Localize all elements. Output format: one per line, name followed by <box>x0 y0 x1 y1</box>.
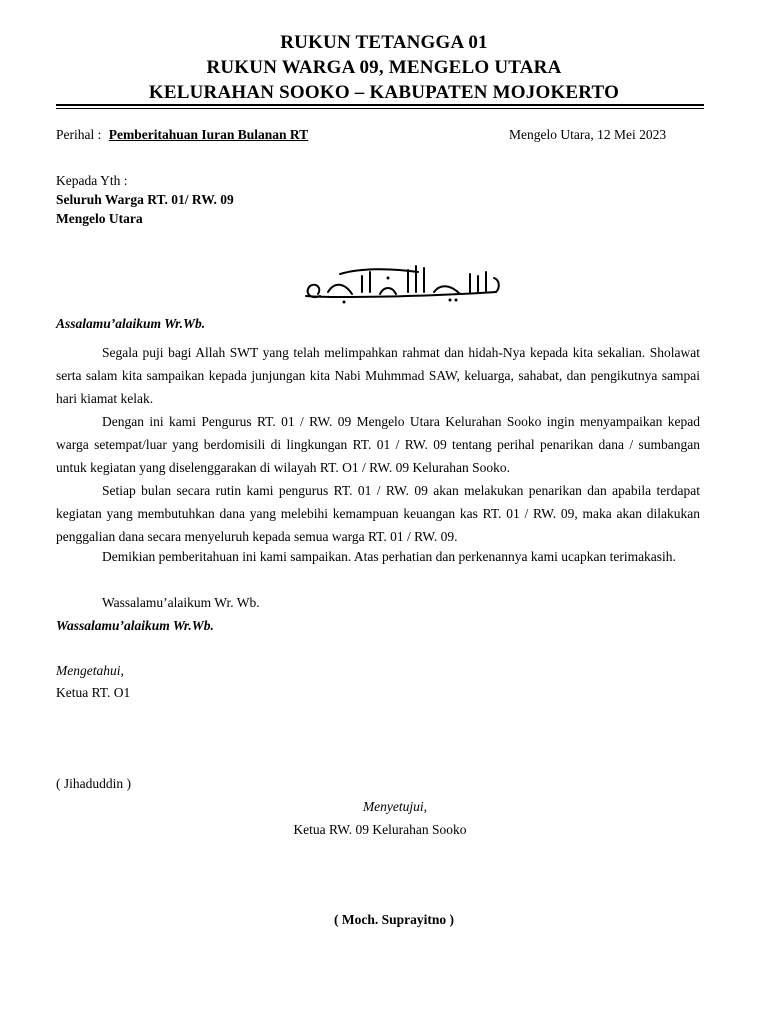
subject-value: Pemberitahuan Iuran Bulanan RT <box>108 127 309 142</box>
letterhead-line-1: RUKUN TETANGGA 01 <box>280 32 488 53</box>
letterhead-line-3: KELURAHAN SOOKO – KABUPATEN MOJOKERTO <box>148 82 620 103</box>
subject-label: Perihal : <box>56 127 102 142</box>
recipient-kepada: Kepada Yth : <box>56 173 128 188</box>
rt-role: Ketua RT. O1 <box>56 685 131 700</box>
bismillah-calligraphy <box>300 262 506 306</box>
rw-menyetujui: Menyetujui, <box>362 799 428 814</box>
paragraph-3: Setiap bulan secara rutin kami pengurus RT. 01 / RW. 09 akan melakukan penarikan dan apabila terdapat kegiatan yang membutuhkan dana yang melebihi kemampuan keuangan kas RT. 01 / RW. 09, maka akan dilakukan penggalian dana secara menyeluruh kepada semua warga RT. 01 / RW. 09. <box>56 483 700 544</box>
rt-mengetahui: Mengetahui, <box>56 663 124 678</box>
greeting: Assalamu’alaikum Wr.Wb. <box>56 316 206 331</box>
subject-line <box>56 126 308 144</box>
letterhead <box>0 30 768 105</box>
recipient-line-2: Mengelo Utara <box>56 211 143 226</box>
paragraph-5: Wassalamu’alaikum Wr. Wb. <box>102 595 260 610</box>
paragraph-1: Segala puji bagi Allah SWT yang telah melimpahkan rahmat dan hidah-Nya kepada kita sekalian. Sholawat serta salam kita sampaikan kepada junjungan kita Nabi Muhmmad SAW, keluarga, sahabat, dan pengikutnya sampai hari kiamat kelak. <box>56 345 700 406</box>
header-rule-thick <box>56 104 704 106</box>
recipient-line-1: Seluruh Warga RT. 01/ RW. 09 <box>56 192 234 207</box>
rw-role: Ketua RW. 09 Kelurahan Sooko <box>293 822 467 837</box>
closing-salutation: Wassalamu’alaikum Wr.Wb. <box>56 618 214 633</box>
rt-signatory-name: ( Jihaduddin ) <box>56 776 131 791</box>
paragraph-4: Demikian pemberitahuan ini kami sampaikan. Atas perhatian dan perkenannya kami ucapkan terimakasih. <box>102 549 676 564</box>
letterhead-line-2: RUKUN WARGA 09, MENGELO UTARA <box>206 57 562 78</box>
rw-signatory-name: ( Moch. Suprayitno ) <box>333 912 454 927</box>
header-rule-thin <box>56 108 704 109</box>
place-date: Mengelo Utara, 12 Mei 2023 <box>509 127 667 142</box>
paragraph-2: Dengan ini kami Pengurus RT. 01 / RW. 09 Mengelo Utara Kelurahan Sooko ingin menyampaikan kepad warga setempat/luar yang berdomisili di lingkungan RT. 01 / RW. 09 tentang perihal penarikan dana / sumbangan untuk kegiatan yang diselenggarakan di wilayah RT. O1 / RW. 09 Kelurahan Sooko. <box>56 414 700 475</box>
